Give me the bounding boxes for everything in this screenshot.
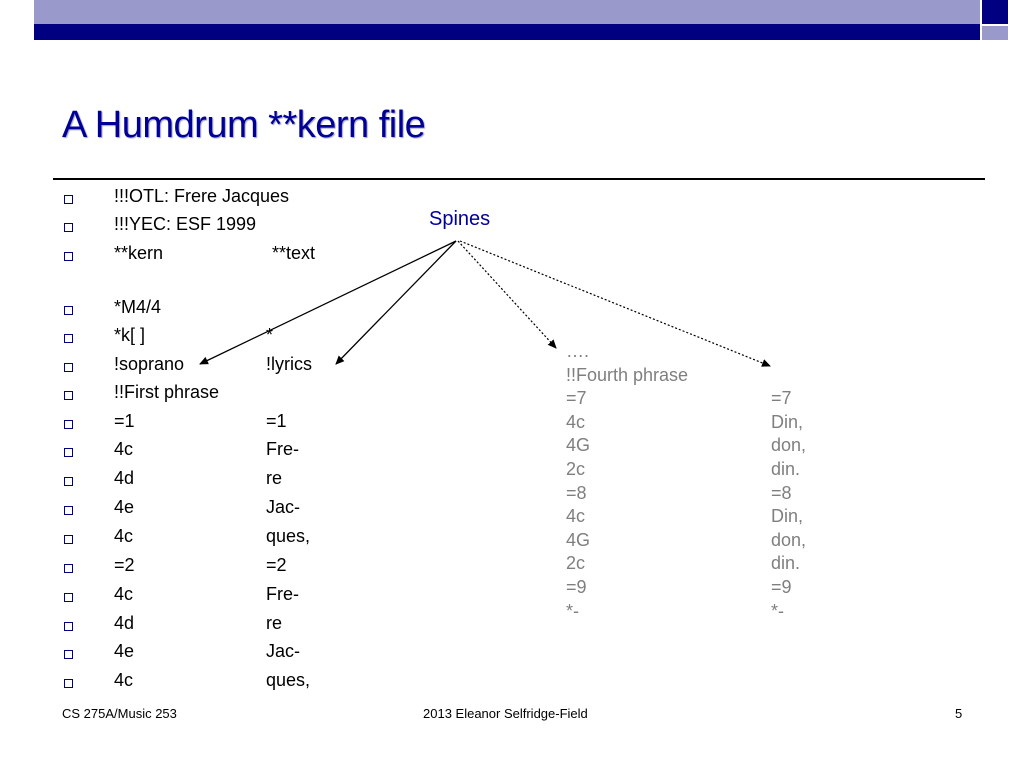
fourth-phrase-label: !!Fourth phrase xyxy=(566,364,689,385)
bullet-kern-text: !!!OTL: Frere Jacques xyxy=(114,186,290,206)
kern-token: =9 xyxy=(566,577,587,597)
bullet-kern-text: 4c xyxy=(114,526,134,546)
text-token: don, xyxy=(771,529,807,550)
ellipsis-line: …. xyxy=(566,341,590,361)
bullet-kern-text: 4d xyxy=(114,613,135,633)
text-token: =8 xyxy=(771,482,792,503)
bullet-kern-text: 4e xyxy=(114,641,135,661)
spines-label: Spines xyxy=(429,208,491,230)
footer-page-number: 5 xyxy=(955,706,963,721)
bullet-text-spine: Fre- xyxy=(266,584,299,604)
arrow-to-fourth-phrase-kern xyxy=(458,241,556,348)
slide-title: A Humdrum **kern file xyxy=(62,104,426,146)
footer-author: 2013 Eleanor Selfridge-Field xyxy=(423,706,588,721)
bullet-text-spine: Jac- xyxy=(266,497,301,517)
text-token: *- xyxy=(771,600,784,621)
kern-token: 4G xyxy=(566,529,591,550)
kern-token: 4c xyxy=(566,506,586,527)
bullet-text-spine: =2 xyxy=(266,555,287,575)
kern-token: 4G xyxy=(566,435,591,456)
bullet-text-spine: !lyrics xyxy=(266,354,312,374)
bullet-kern-text: =2 xyxy=(114,555,135,575)
kern-token: 2c xyxy=(566,553,586,574)
kern-token: *- xyxy=(566,600,579,621)
kern-token: =7 xyxy=(566,388,587,409)
bullet-text-spine: re xyxy=(266,468,283,488)
bullet-kern-text: !!First phrase xyxy=(114,382,220,402)
text-token: din. xyxy=(771,553,801,574)
text-token: Din, xyxy=(771,411,804,432)
bullet-kern-text: *M4/4 xyxy=(114,297,162,317)
kern-token: =8 xyxy=(566,482,587,503)
arrow-to-lyrics xyxy=(336,241,456,364)
text-token: din. xyxy=(771,459,801,479)
bullet-kern-text: 4c xyxy=(114,670,134,690)
bullet-kern-text: 4c xyxy=(114,584,134,604)
bullet-text-spine: * xyxy=(266,325,274,345)
kern-token: 2c xyxy=(566,459,586,479)
bullet-kern-text: 4d xyxy=(114,468,135,488)
bullet-kern-text: 4e xyxy=(114,497,135,517)
bullet-kern-text: !!!YEC: ESF 1999 xyxy=(114,214,257,234)
bullet-text-spine: ques, xyxy=(266,670,311,690)
text-token: don, xyxy=(771,435,807,456)
arrow-to-fourth-phrase-text xyxy=(460,241,770,366)
text-token: Din, xyxy=(771,506,804,527)
bullet-text-spine: =1 xyxy=(266,411,287,431)
bullet-text-spine: Fre- xyxy=(266,439,299,459)
footer-course: CS 275A/Music 253 xyxy=(62,706,177,721)
bullet-kern-text: =1 xyxy=(114,411,135,431)
bullet-kern-text: !soprano xyxy=(114,354,185,374)
bullet-text-spine: Jac- xyxy=(266,641,301,661)
text-token: =9 xyxy=(771,577,792,597)
text-token: =7 xyxy=(771,388,792,409)
bullet-kern-text: *k[ ] xyxy=(114,325,146,345)
bullet-text-spine: **text xyxy=(272,243,316,263)
bullet-text-spine: ques, xyxy=(266,526,311,546)
kern-token: 4c xyxy=(566,411,586,432)
bullet-kern-text: 4c xyxy=(114,439,134,459)
arrow-to-soprano xyxy=(200,241,456,364)
bullet-text-spine: re xyxy=(266,613,283,633)
bullet-kern-text: **kern xyxy=(114,243,164,263)
